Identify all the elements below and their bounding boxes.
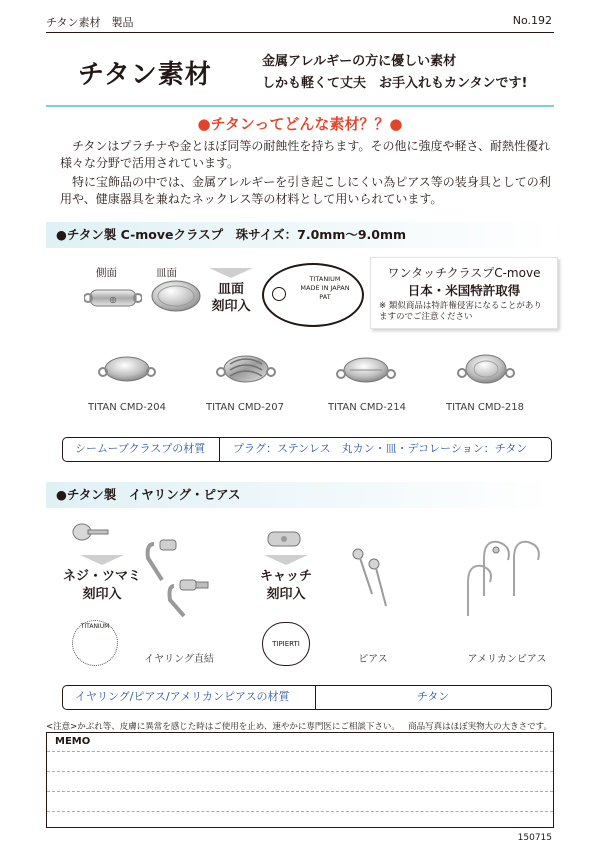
plate-stamp-text-2: 刻印入 (211, 299, 251, 314)
product-image-cmd-207 (216, 350, 276, 388)
american-pierce-image (454, 536, 550, 620)
product-code-4: TITAN CMD-218 (446, 402, 524, 413)
screw-stamp-text-2: 刻印入 (82, 587, 122, 602)
clasp-material-title: シームーブクラスプの材質 (75, 442, 206, 455)
product-image-cmd-218 (456, 350, 516, 388)
memo-label: MEMO (55, 736, 91, 747)
memo-line (47, 751, 553, 752)
page-title: チタン素材 (78, 60, 212, 90)
screw-stamp-text: TITANIUM (80, 623, 110, 630)
down-arrow-icon (80, 555, 124, 565)
clasp-material-bar (62, 437, 552, 462)
patent-box (370, 257, 558, 329)
category-label: チタン素材 製品 (46, 16, 134, 29)
product-code-1: TITAN CMD-204 (88, 402, 166, 413)
title-divider (46, 105, 554, 107)
screw-stamp-mark (72, 620, 118, 666)
stamp-line-1: TITANIUM (309, 275, 341, 283)
clasp-section-header (46, 222, 554, 248)
product-image-cmd-214 (336, 352, 396, 386)
memo-box (46, 732, 554, 828)
earring-clip-caption: イヤリング直結 (144, 654, 214, 665)
stamp-line-3: PAT (319, 293, 331, 301)
clasp-section-title: ●チタン製 C-moveクラスプ 珠サイズ：7.0mm〜9.0mm (56, 227, 407, 242)
intro-paragraph-1: チタンはプラチナや金とほぼ同等の耐蝕性を持ちます。その他に強度や軽さ、耐熱性優れ様々な分野で活用されています。 (60, 139, 550, 170)
earring-section-title: ●チタン製 イヤリング・ピアス (56, 487, 241, 502)
plate-view-label: 皿面 (156, 267, 177, 279)
american-pierce-caption: アメリカンピアス (467, 654, 547, 665)
product-code-2: TITAN CMD-207 (206, 402, 284, 413)
header-divider (46, 32, 554, 33)
catch-stamp-text-1: キャッチ (259, 569, 312, 584)
patent-product-name: ワンタッチクラスプC-move (387, 266, 541, 280)
earring-material-bar (62, 685, 552, 710)
catch-stamp-arrow (246, 555, 326, 604)
clasp-plate-image (148, 278, 204, 314)
svg-text:◎: ◎ (109, 295, 117, 304)
photo-size-note: 商品写真はほぼ実物大の大きさです。 (408, 722, 552, 732)
down-arrow-icon (264, 555, 308, 565)
screw-stamp-text-1: ネジ・ツマミ (62, 569, 141, 584)
clasp-stamp-mark (262, 263, 364, 327)
clasp-side-image (84, 282, 142, 312)
product-number: No.192 (512, 14, 552, 27)
side-view-label: 側面 (96, 267, 117, 279)
intro-paragraph-2: 特に宝飾品の中では、金属アレルギーを引き起こしにくい為ピアス等の装身具としての利用や、健康器具を兼ねたネックレス等の材料として用いられています。 (60, 175, 551, 206)
down-arrow-icon (209, 268, 253, 278)
stamp-line-2: MADE IN JAPAN (300, 284, 350, 292)
patent-status: 日本・米国特許取得 (407, 283, 521, 298)
catch-stamp-text-2: 刻印入 (266, 587, 306, 602)
clasp-material-value: プラグ：ステンレス 丸カン・皿・デコレーション：チタン (233, 442, 528, 455)
intro-question: ●チタンってどんな素材？？● (197, 115, 403, 133)
caution-note: <注意>かぶれ等、皮膚に異常を感じた時はご使用を止め、速やかに専門医にご相談下さい。 (46, 722, 400, 732)
earring-material-value: チタン (416, 690, 450, 703)
memo-line (47, 791, 553, 792)
pierce-caption: ピアス (358, 654, 388, 665)
pierce-image (346, 546, 392, 612)
catch-part-image (266, 528, 302, 550)
catch-stamp-text: TIPIERTI (272, 640, 300, 648)
product-code-3: TITAN CMD-214 (328, 402, 406, 413)
plate-stamp-arrow (205, 268, 257, 322)
earring-section-header (46, 482, 554, 508)
earring-clip-image (144, 536, 210, 620)
catch-stamp-mark (262, 622, 310, 666)
plate-stamp-text-1: 皿面 (217, 282, 244, 297)
document-code: 150715 (517, 833, 552, 843)
tagline-1: 金属アレルギーの方に優しい素材 (262, 54, 457, 69)
stamp-circle-icon (272, 287, 286, 301)
earring-material-title: イヤリング/ピアス/アメリカンピアスの材質 (75, 690, 290, 703)
product-image-cmd-204 (98, 352, 156, 386)
memo-line (47, 771, 553, 772)
screw-stamp-arrow (62, 555, 142, 604)
tagline-2: しかも軽くて丈夫 お手入れもカンタンです! (262, 76, 528, 91)
material-separator (219, 438, 220, 461)
screw-part-image (70, 522, 110, 550)
memo-line (47, 811, 553, 812)
patent-note: ※ 類似商品は特許権侵害になることがありますのでご注意ください (379, 301, 542, 322)
